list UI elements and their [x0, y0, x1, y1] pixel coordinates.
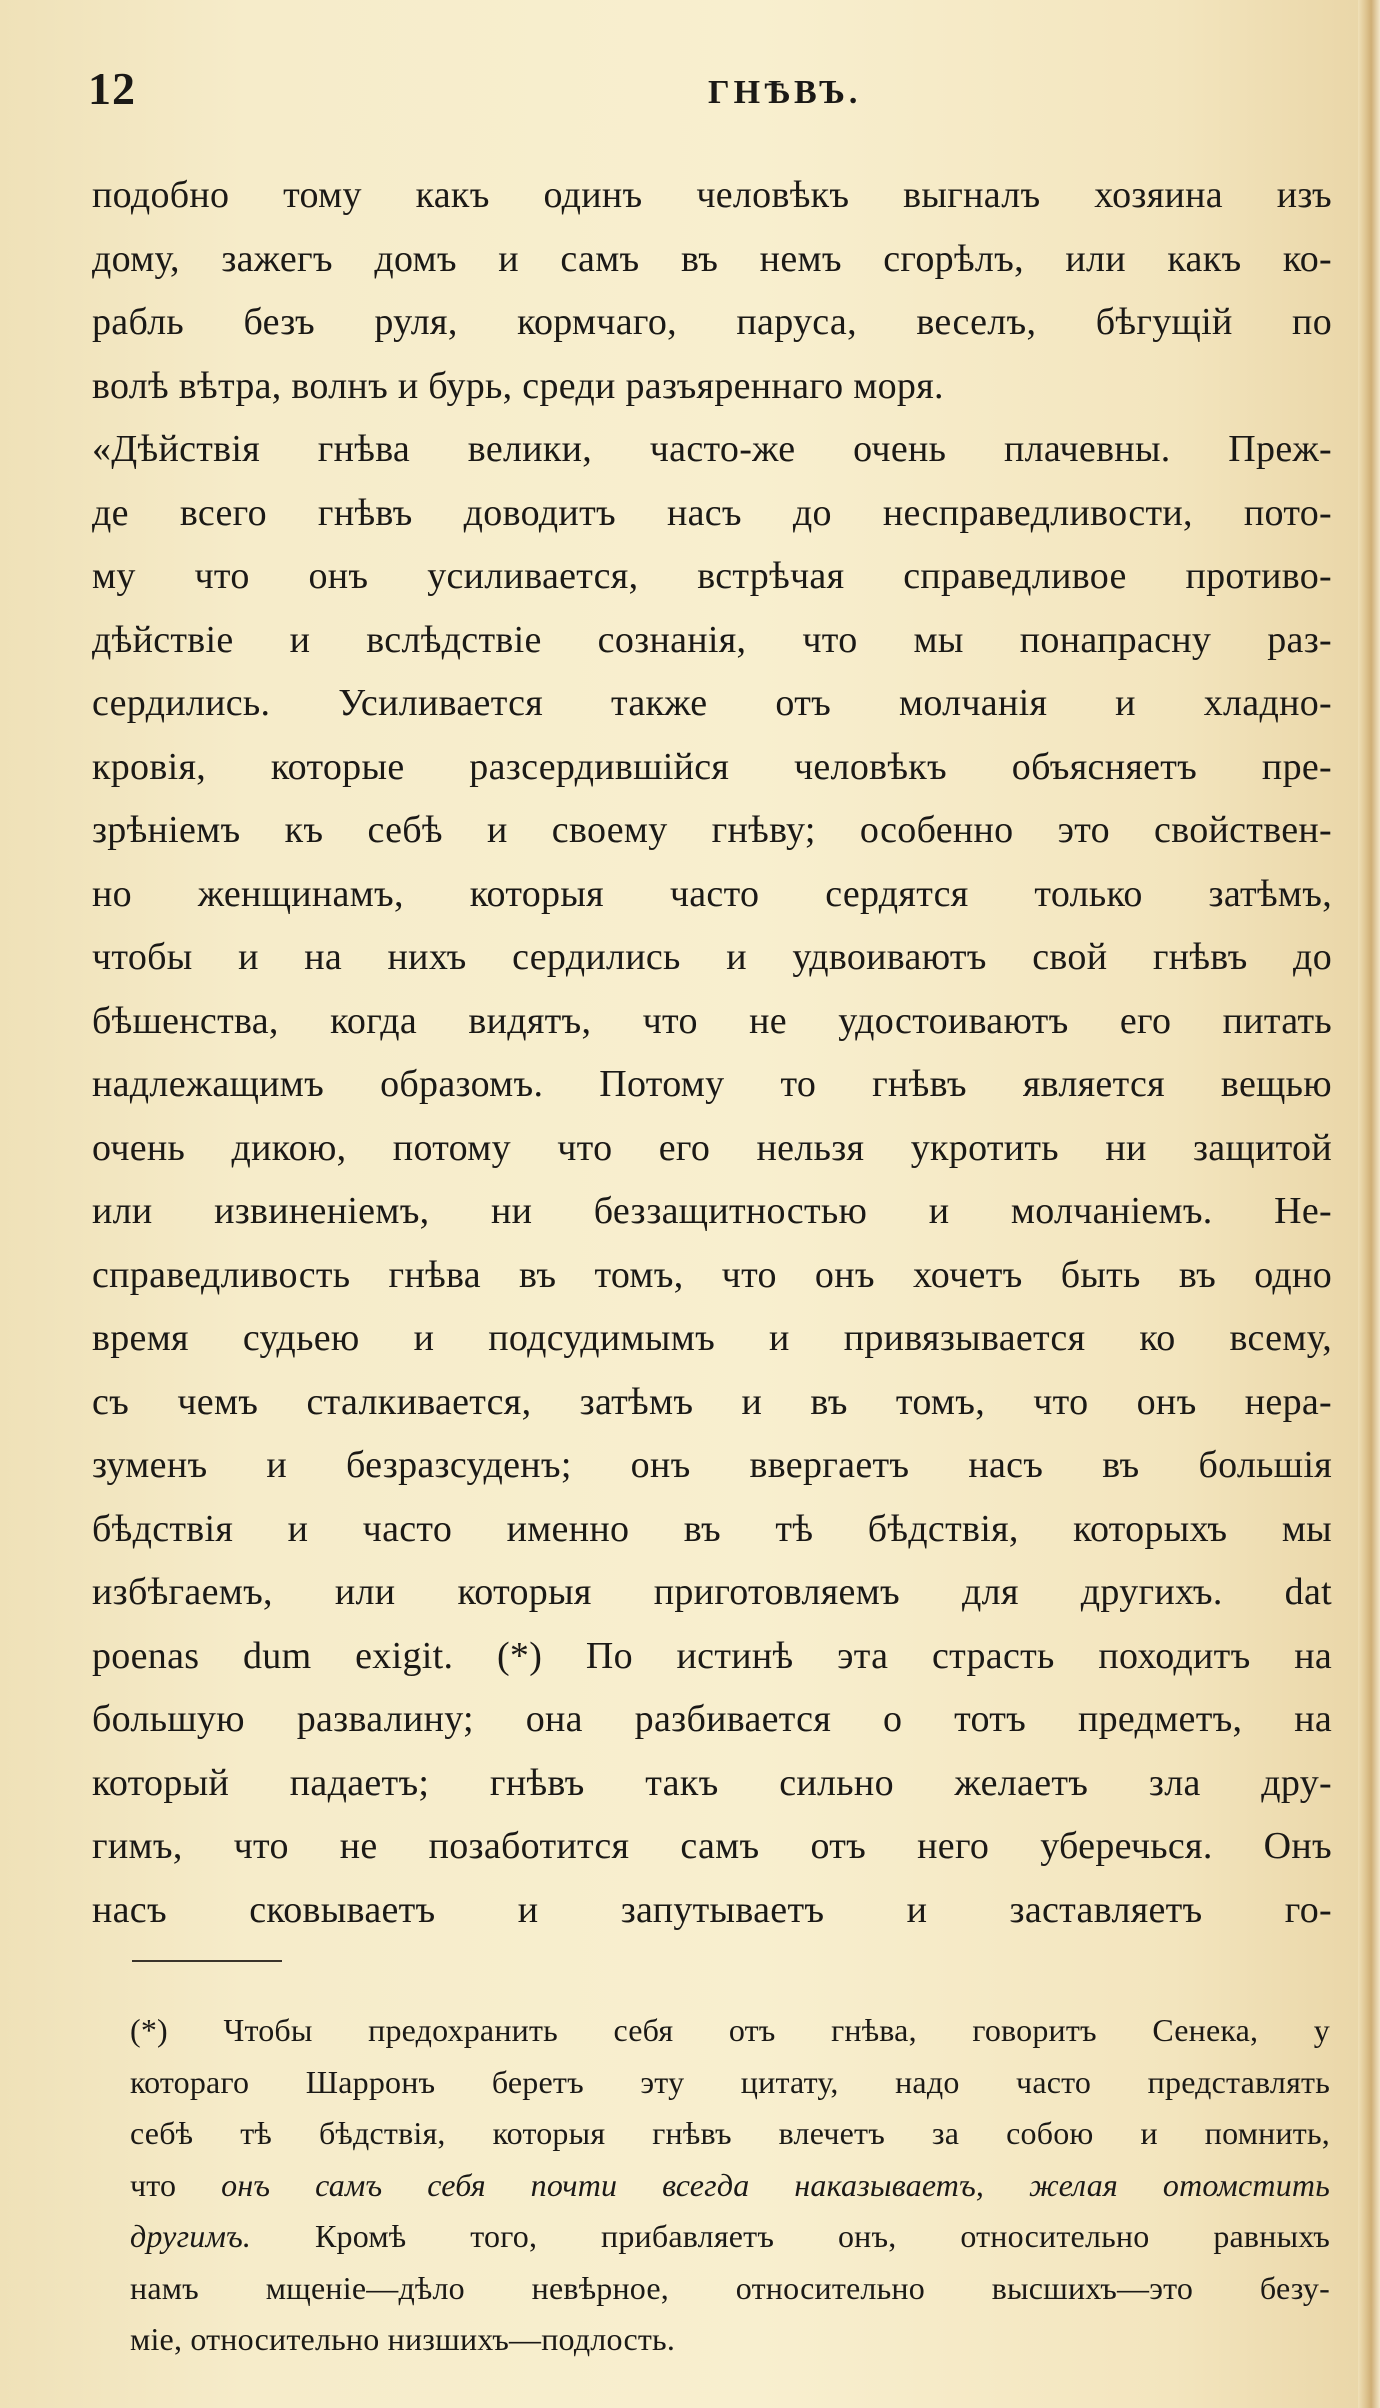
footnote-line: (*) Чтобы предохранить себя отъ гнѣва, говоритъ Сенека, у	[130, 2012, 1330, 2048]
text-line: poenas dum exigit. (*) По истинѣ эта страсть походитъ на	[92, 1634, 1332, 1677]
text-line: кровія, которые разсердившійся человѣкъ объясняетъ пре-	[92, 745, 1332, 788]
footnote-divider	[132, 1960, 282, 1962]
page-spine-edge	[1358, 0, 1380, 2408]
text-line: чтобы и на нихъ сердились и удвоиваютъ свой гнѣвъ до	[92, 936, 1332, 978]
footnote-line: себѣ тѣ бѣдствія, которыя гнѣвъ влечетъ за собою и помнить,	[130, 2115, 1330, 2151]
text-line: съ чемъ сталкивается, затѣмъ и въ томъ, что онъ нера-	[92, 1380, 1332, 1423]
text-line: дому, зажегъ домъ и самъ въ немъ сгорѣлъ, или какъ ко-	[92, 237, 1332, 280]
footnote-italic-text: другимъ.	[130, 2218, 252, 2254]
text-line: или извиненіемъ, ни беззащитностью и молчаніемъ. Не-	[92, 1190, 1332, 1232]
text-line: де всего гнѣвъ доводитъ насъ до несправедливости, пото-	[92, 491, 1332, 534]
text-line: «Дѣйствія гнѣва велики, часто-же очень плачевны. Преж-	[92, 428, 1332, 470]
footnote-italic-text: онъ самъ себя почти всегда наказываетъ, желая отомстить	[221, 2166, 1330, 2203]
footnote-line: міе, относительно низшихъ—подлость.	[130, 2321, 676, 2357]
text-line: гимъ, что не позаботится самъ отъ него уберечься. Онъ	[92, 1825, 1332, 1867]
body-text	[92, 164, 1332, 1942]
text-line: подобно тому какъ одинъ человѣкъ выгналъ хозяина изъ	[92, 174, 1332, 216]
footnote-text: Кромѣ того, прибавляетъ онъ, относительно равныхъ	[251, 2218, 1330, 2254]
text-line: насъ сковываетъ и запутываетъ и заставляетъ го-	[92, 1888, 1332, 1931]
text-line: волѣ вѣтра, волнъ и бурь, среди разъяреннаго моря.	[92, 364, 944, 407]
text-line: бѣдствія и часто именно въ тѣ бѣдствія, которыхъ мы	[92, 1507, 1332, 1550]
text-line: зуменъ и безразсуденъ; онъ ввергаетъ насъ въ большія	[92, 1444, 1332, 1486]
text-line: очень дикою, потому что его нельзя укротить ни защитой	[92, 1126, 1332, 1169]
text-line: который падаетъ; гнѣвъ такъ сильно желаетъ зла дру-	[92, 1761, 1332, 1804]
footnote	[130, 2005, 1330, 2366]
text-line: рабль безъ руля, кормчаго, паруса, веселъ, бѣгущій по	[92, 301, 1332, 343]
text-line: избѣгаемъ, или которыя приготовляемъ для другихъ. dat	[92, 1571, 1332, 1613]
footnote-text: что	[130, 2166, 222, 2203]
text-line: но женщинамъ, которыя часто сердятся только затѣмъ,	[92, 872, 1332, 915]
text-line: надлежащимъ образомъ. Потому то гнѣвъ является вещью	[92, 1063, 1332, 1105]
text-line: му что онъ усиливается, встрѣчая справедливое противо-	[92, 555, 1332, 597]
text-line: зрѣніемъ къ себѣ и своему гнѣву; особенно это свойствен-	[92, 809, 1332, 851]
text-line: сердились. Усиливается также отъ молчанія и хладно-	[92, 682, 1332, 724]
footnote-line	[130, 2160, 1330, 2212]
text-line: время судьею и подсудимымъ и привязывается ко всему,	[92, 1317, 1332, 1359]
page-header	[88, 62, 1328, 122]
footnote-line: намъ мщеніе—дѣло невѣрное, относительно высшихъ—это безу-	[130, 2269, 1330, 2306]
text-line: дѣйствіе и вслѣдствіе сознанія, что мы понапрасну раз-	[92, 618, 1332, 661]
running-head: ГНѢВЪ.	[708, 74, 862, 111]
footnote-line: котораго Шарронъ беретъ эту цитату, надо часто представлять	[130, 2063, 1330, 2100]
footnote-line	[130, 2211, 1330, 2263]
text-line: большую развалину; она разбивается о тотъ предметъ, на	[92, 1698, 1332, 1740]
page-number: 12	[88, 63, 136, 114]
text-line: справедливость гнѣва въ томъ, что онъ хочетъ быть въ одно	[92, 1253, 1332, 1296]
text-line: бѣшенства, когда видятъ, что не удостоиваютъ его питать	[92, 999, 1332, 1042]
